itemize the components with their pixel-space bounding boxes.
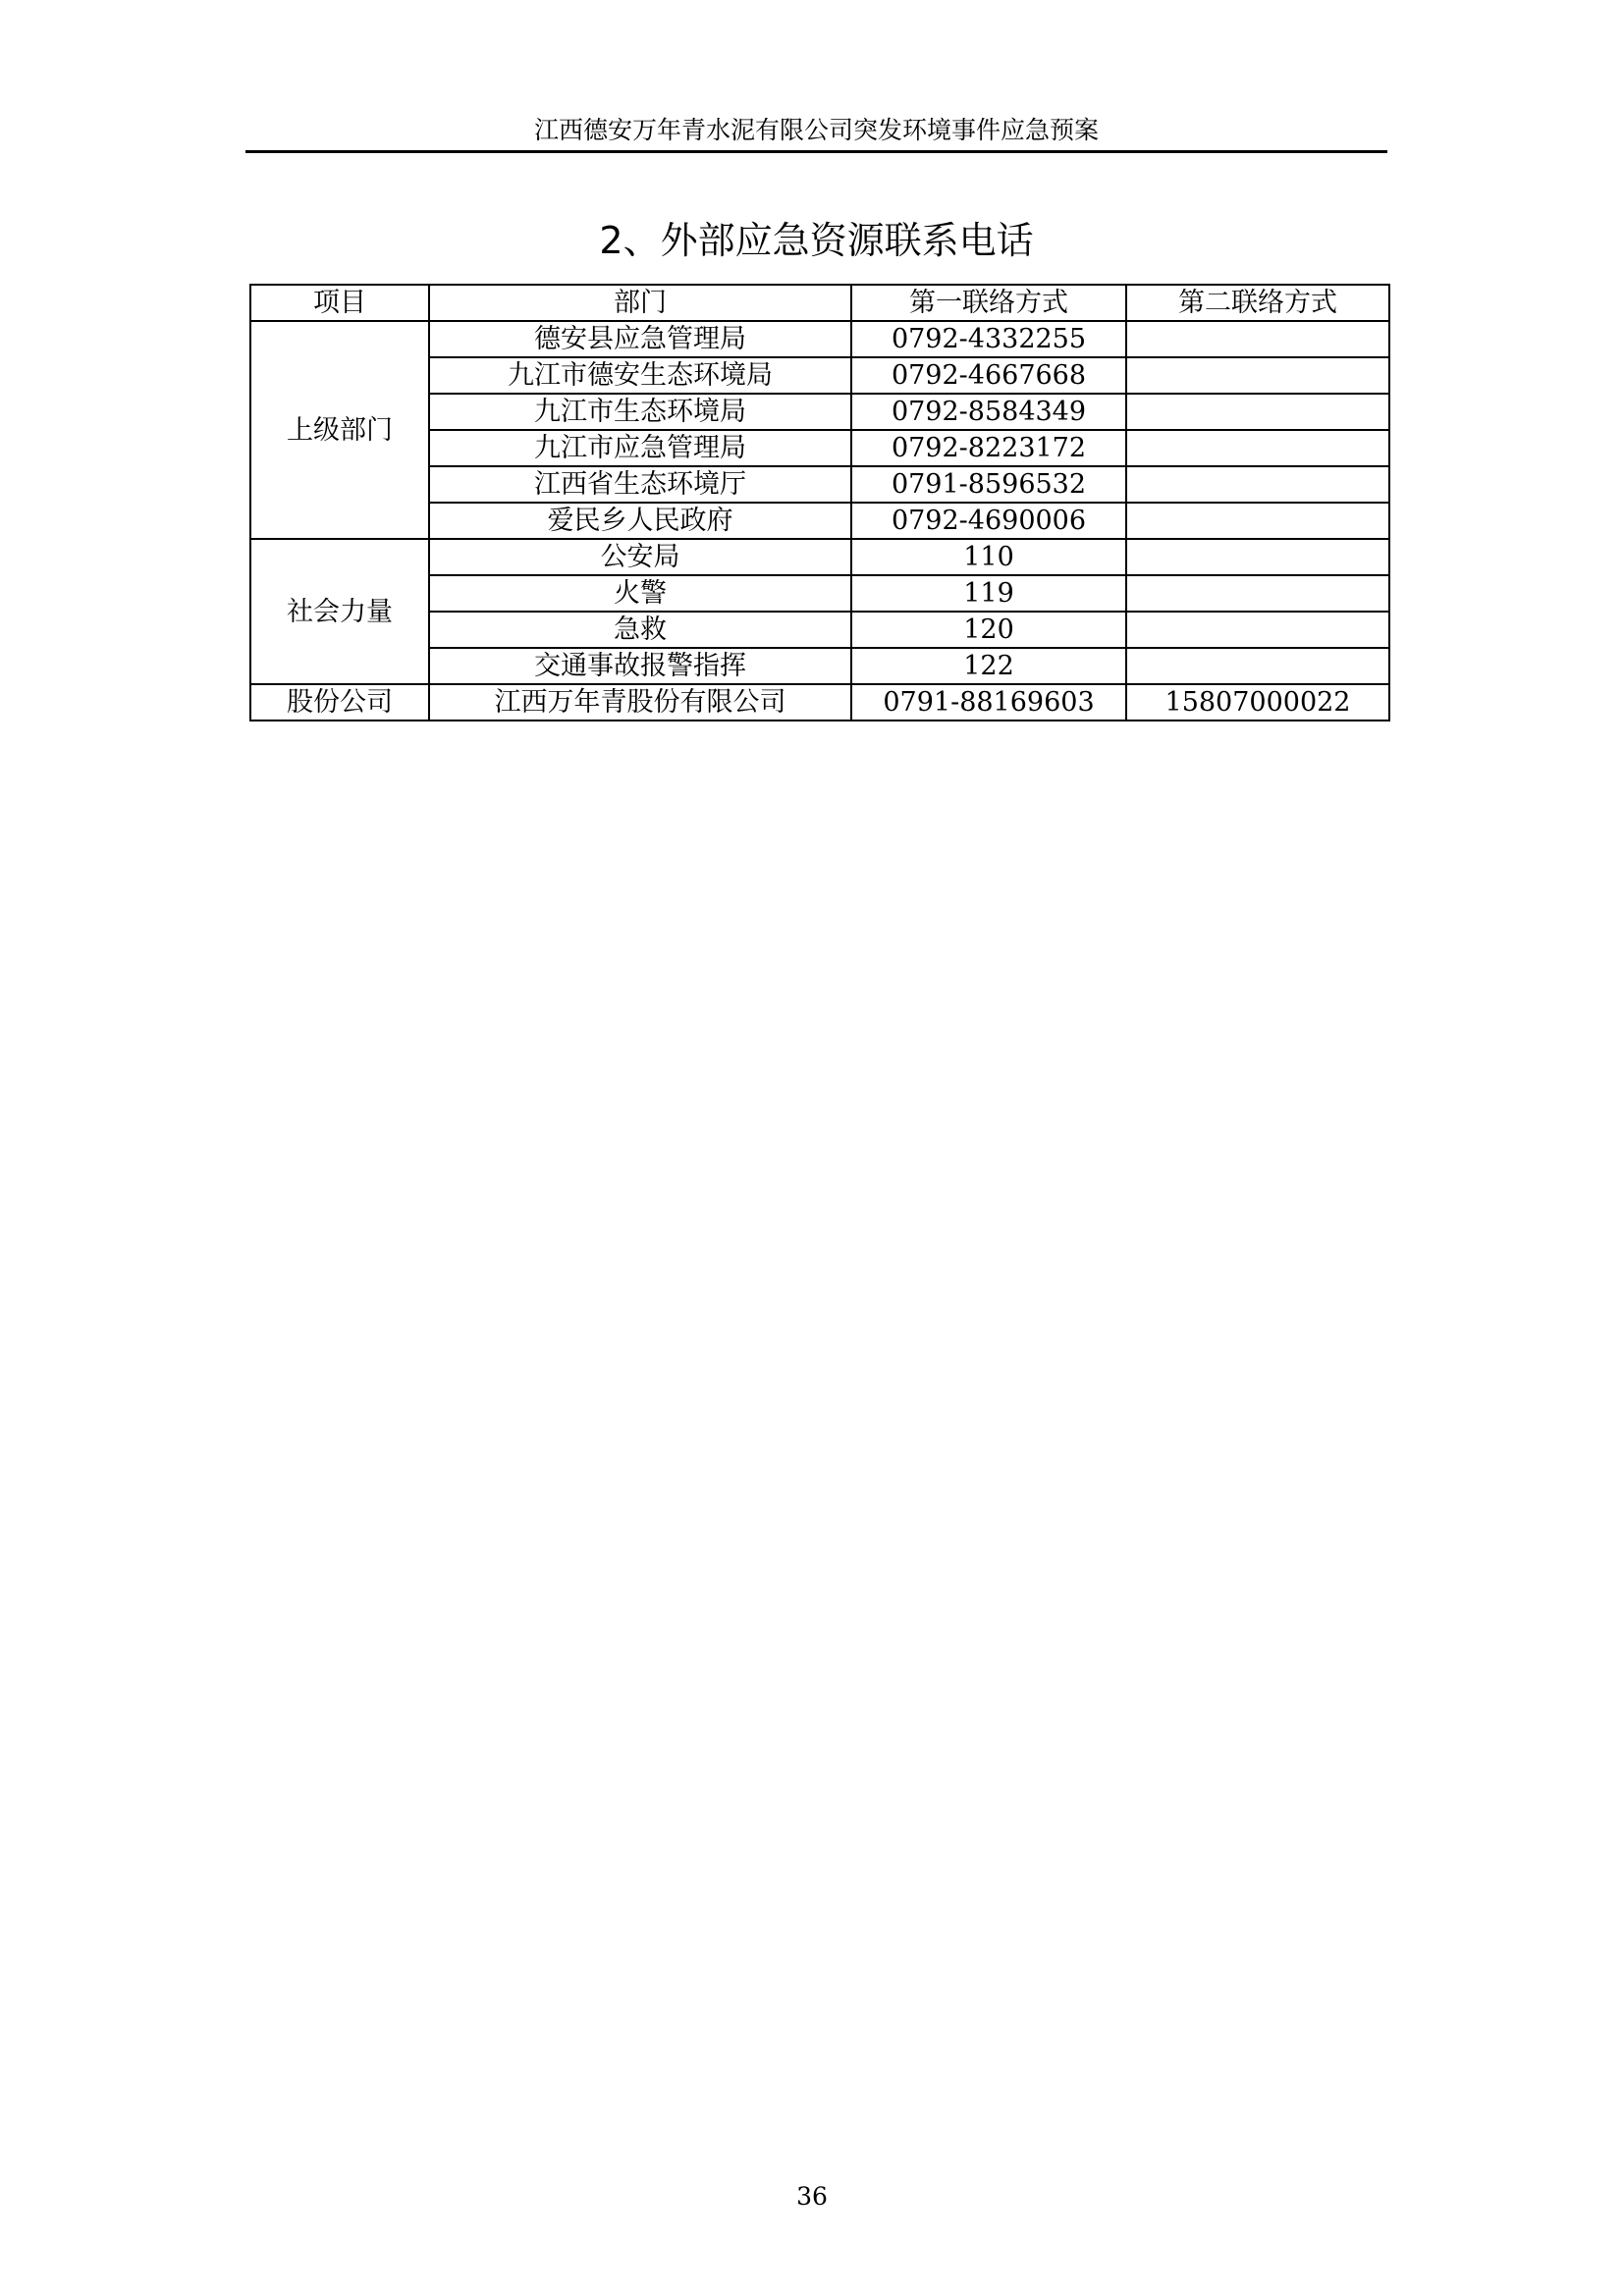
department-cell: 爱民乡人民政府 [429, 503, 851, 539]
table-row [250, 321, 1389, 357]
column-header: 部门 [429, 285, 851, 321]
primary-phone-cell: 0792-8223172 [851, 430, 1126, 466]
secondary-phone-cell [1126, 575, 1389, 612]
primary-phone-cell: 0792-4667668 [851, 357, 1126, 394]
secondary-phone-cell [1126, 357, 1389, 394]
department-cell: 交通事故报警指挥 [429, 648, 851, 684]
department-cell: 公安局 [429, 539, 851, 575]
department-cell: 九江市生态环境局 [429, 394, 851, 430]
section-title: 2、外部应急资源联系电话 [599, 219, 1034, 262]
table-row [250, 684, 1389, 721]
secondary-phone-cell [1126, 648, 1389, 684]
running-header: 江西德安万年青水泥有限公司突发环境事件应急预案 [533, 116, 1099, 144]
primary-phone-cell: 120 [851, 612, 1126, 648]
department-cell: 火警 [429, 575, 851, 612]
department-cell: 德安县应急管理局 [429, 321, 851, 357]
category-cell: 社会力量 [250, 539, 429, 684]
category-cell: 股份公司 [250, 684, 429, 721]
column-header: 第二联络方式 [1126, 285, 1389, 321]
secondary-phone-cell: 15807000022 [1126, 684, 1389, 721]
table-header-row [250, 285, 1389, 321]
secondary-phone-cell [1126, 394, 1389, 430]
primary-phone-cell: 0791-8596532 [851, 466, 1126, 503]
table-body [250, 321, 1389, 721]
primary-phone-cell: 0792-4690006 [851, 503, 1126, 539]
primary-phone-cell: 0792-8584349 [851, 394, 1126, 430]
page-number: 36 [796, 2182, 828, 2211]
department-cell: 九江市应急管理局 [429, 430, 851, 466]
secondary-phone-cell [1126, 503, 1389, 539]
primary-phone-cell: 122 [851, 648, 1126, 684]
department-cell: 江西省生态环境厅 [429, 466, 851, 503]
secondary-phone-cell [1126, 321, 1389, 357]
contact-table [249, 284, 1390, 721]
column-header: 项目 [250, 285, 429, 321]
secondary-phone-cell [1126, 539, 1389, 575]
department-cell: 九江市德安生态环境局 [429, 357, 851, 394]
column-header: 第一联络方式 [851, 285, 1126, 321]
primary-phone-cell: 119 [851, 575, 1126, 612]
primary-phone-cell: 110 [851, 539, 1126, 575]
secondary-phone-cell [1126, 430, 1389, 466]
table-row [250, 539, 1389, 575]
primary-phone-cell: 0791-88169603 [851, 684, 1126, 721]
primary-phone-cell: 0792-4332255 [851, 321, 1126, 357]
header-divider [245, 150, 1387, 153]
secondary-phone-cell [1126, 466, 1389, 503]
category-cell: 上级部门 [250, 321, 429, 539]
department-cell: 急救 [429, 612, 851, 648]
secondary-phone-cell [1126, 612, 1389, 648]
department-cell: 江西万年青股份有限公司 [429, 684, 851, 721]
